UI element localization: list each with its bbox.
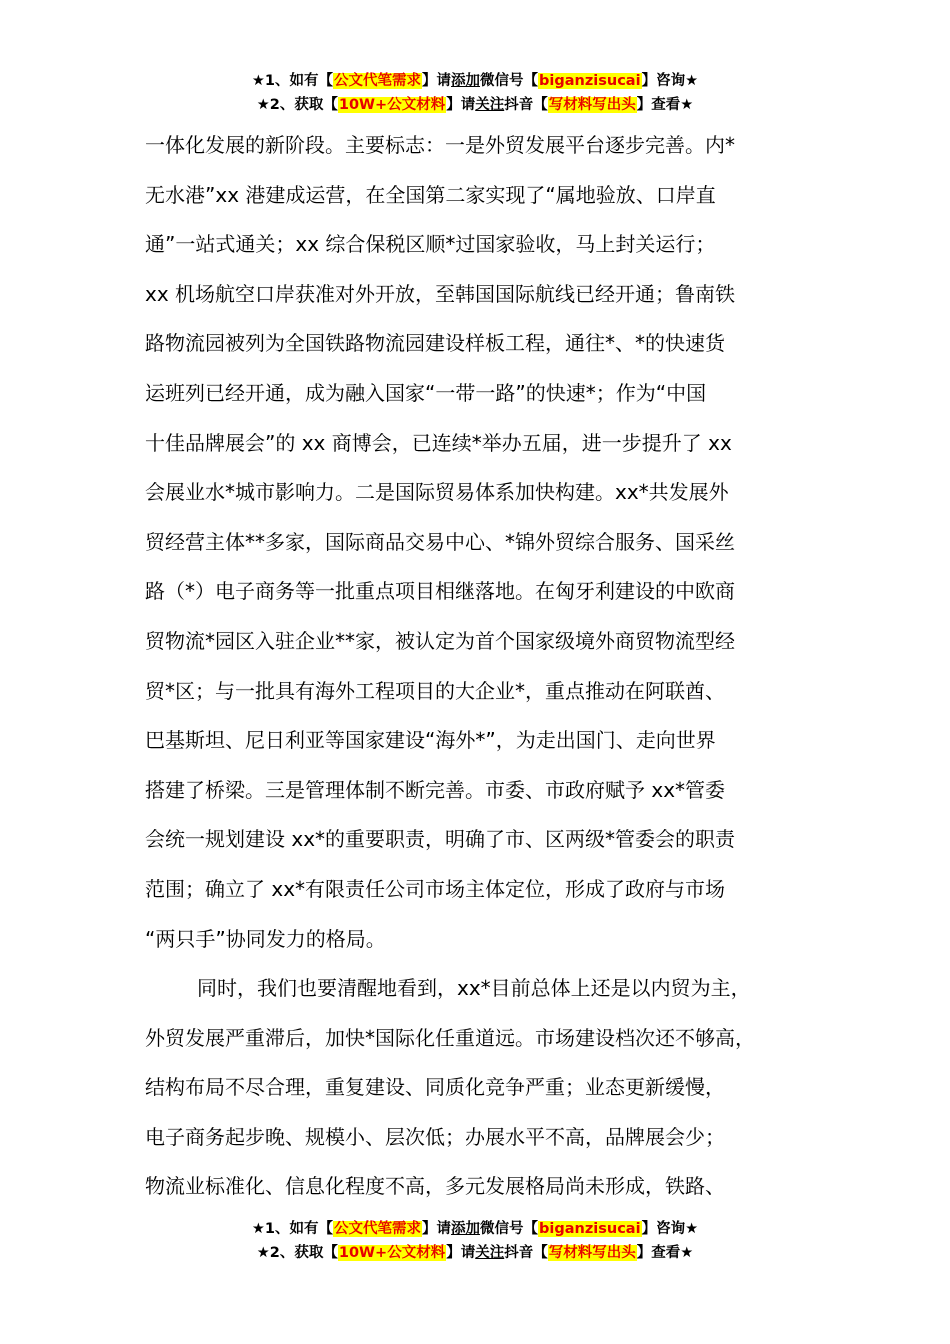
text-line: 一体化发展的新阶段。主要标志：一是外贸发展平台逐步完善。内*	[145, 133, 735, 157]
promo-line-2: ★2、获取【10W+公文材料】请关注抖音【写材料写出头】查看★	[256, 97, 694, 113]
text-line: 通”一站式通关；xx 综合保税区顺*过国家验收，马上封关运行；	[145, 232, 716, 257]
highlight-wechat-id: biganzisucai	[539, 1221, 641, 1237]
highlight-wechat-id: biganzisucai	[539, 73, 641, 89]
promo-line-1: ★1、如有【公文代笔需求】请添加微信号【biganzisucai】咨询★	[251, 73, 699, 89]
promo-banner-top	[0, 69, 950, 117]
text-line: 会展业水*城市影响力。二是国际贸易体系加快构建。xx*共发展外	[145, 480, 729, 505]
highlight-service: 公文代笔需求	[334, 73, 422, 89]
text-line: 电子商务起步晚、规模小、层次低；办展水平不高，品牌展会少；	[145, 1124, 725, 1149]
text-line: 贸*区；与一批具有海外工程项目的大企业*，重点推动在阿联酋、	[145, 678, 725, 703]
document-body	[145, 121, 825, 1212]
highlight-douyin-id: 写材料写出头	[548, 97, 636, 113]
text-line: 结构布局不尽合理，重复建设、同质化竞争严重；业态更新缓慢，	[145, 1075, 725, 1100]
highlight-materials: 10W+公文材料	[338, 1245, 446, 1261]
text-line: xx 机场航空口岸获准对外开放，至韩国国际航线已经开通；鲁南铁	[145, 281, 736, 306]
text-line: 范围；确立了 xx*有限责任公司市场主体定位，形成了政府与市场	[145, 876, 726, 901]
promo-line-1: ★1、如有【公文代笔需求】请添加微信号【biganzisucai】咨询★	[251, 1221, 699, 1237]
text-line: 会统一规划建设 xx*的重要职责，明确了市、区两级*管委会的职责	[145, 827, 736, 852]
text-line: 无水港”xx 港建成运营，在全国第二家实现了“属地验放、口岸直	[145, 182, 716, 207]
text-line: 十佳品牌展会”的 xx 商博会，已连续*举办五届，进一步提升了 xx	[145, 430, 732, 455]
text-line: 贸经营主体**多家，国际商品交易中心、*锦外贸综合服务、国采丝	[145, 529, 735, 554]
text-line: 外贸发展严重滞后，加快*国际化任重道远。市场建设档次还不够高，	[145, 1025, 755, 1050]
highlight-service: 公文代笔需求	[334, 1221, 422, 1237]
highlight-materials: 10W+公文材料	[338, 97, 446, 113]
text-line: 巴基斯坦、尼日利亚等国家建设“海外*”，为走出国门、走向世界	[145, 728, 716, 753]
promo-line-2: ★2、获取【10W+公文材料】请关注抖音【写材料写出头】查看★	[256, 1245, 694, 1261]
text-line: 搭建了桥梁。三是管理体制不断完善。市委、市政府赋予 xx*管委	[145, 777, 726, 802]
text-line: 物流业标准化、信息化程度不高，多元发展格局尚未形成，铁路、	[145, 1174, 725, 1199]
highlight-douyin-id: 写材料写出头	[548, 1245, 636, 1261]
text-line: 贸物流*园区入驻企业**家，被认定为首个国家级境外商贸物流型经	[145, 628, 735, 653]
paragraph-start-line: 同时，我们也要清醒地看到，xx*目前总体上还是以内贸为主，	[197, 976, 751, 1001]
text-line: 运班列已经开通，成为融入国家“一带一路”的快速*；作为“中国	[145, 380, 707, 405]
text-line: “两只手”协同发力的格局。	[145, 926, 386, 951]
promo-banner-bottom	[0, 1217, 950, 1265]
text-line: 路物流园被列为全国铁路物流园建设样板工程，通往*、*的快速货	[145, 331, 725, 356]
text-line: 路（*）电子商务等一批重点项目相继落地。在匈牙利建设的中欧商	[145, 579, 735, 604]
